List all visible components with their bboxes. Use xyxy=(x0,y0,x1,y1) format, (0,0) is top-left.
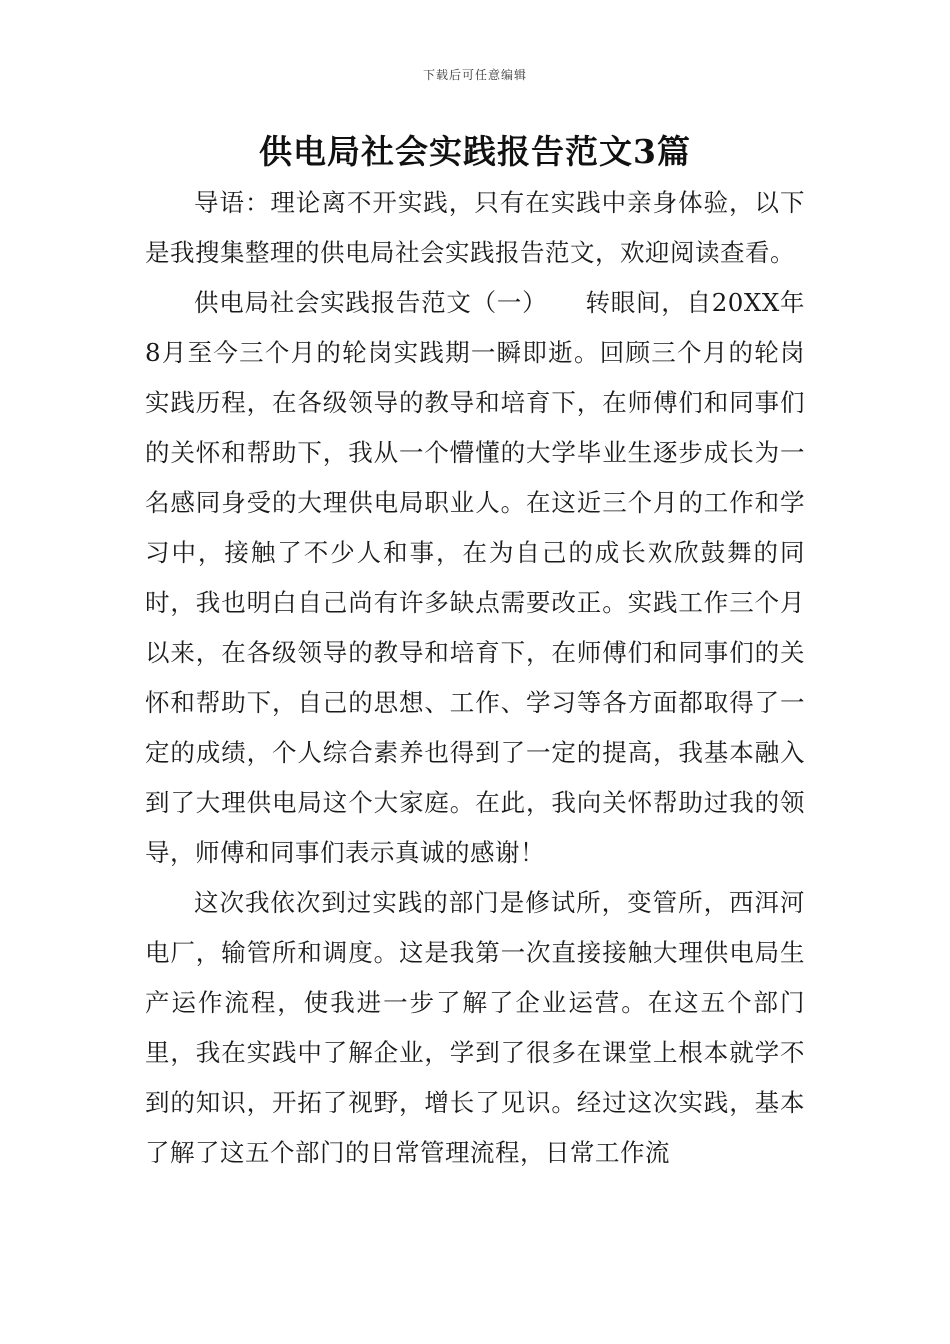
page-title: 供电局社会实践报告范文3篇 xyxy=(259,132,691,171)
body-paragraph: 这次我依次到过实践的部门是修试所，变管所，西洱河电厂，输管所和调度。这是我第一次直接接触大理供电局生产运作流程，使我进一步了解了企业运营。在这五个部门里，我在实践中了解企业，学到了很多在课堂上根本就学不到的知识，开拓了视野，增长了见识。经过这次实践，基本了解了这五个部门的日常管理流程，日常工作流 xyxy=(145,888,805,1167)
header-note: 下载后可任意编辑 xyxy=(422,68,527,82)
body-paragraph: 供电局社会实践报告范文（一） 转眼间，自20XX年8月至今三个月的轮岗实践期一瞬即逝。回顾三个月的轮岗实践历程，在各级领导的教导和培育下，在师傅们和同事们的关怀和帮助下，我从一个懵懂的大学毕业生逐步成长为一名感同身受的大理供电局职业人。在这近三个月的工作和学习中，接触了不少人和事，在为自己的成长欢欣鼓舞的同时，我也明白自己尚有许多缺点需要改正。实践工作三个月以来，在各级领导的教导和培育下，在师傅们和同事们的关怀和帮助下，自己的思想、工作、学习等各方面都取得了一定的成绩，个人综合素养也得到了一定的提高，我基本融入到了大理供电局这个大家庭。在此，我向关怀帮助过我的领导，师傅和同事们表示真诚的感谢！ xyxy=(145,288,805,867)
intro-paragraph: 导语：理论离不开实践，只有在实践中亲身体验，以下是我搜集整理的供电局社会实践报告范文，欢迎阅读查看。 xyxy=(145,188,805,267)
document-body xyxy=(145,178,805,1178)
